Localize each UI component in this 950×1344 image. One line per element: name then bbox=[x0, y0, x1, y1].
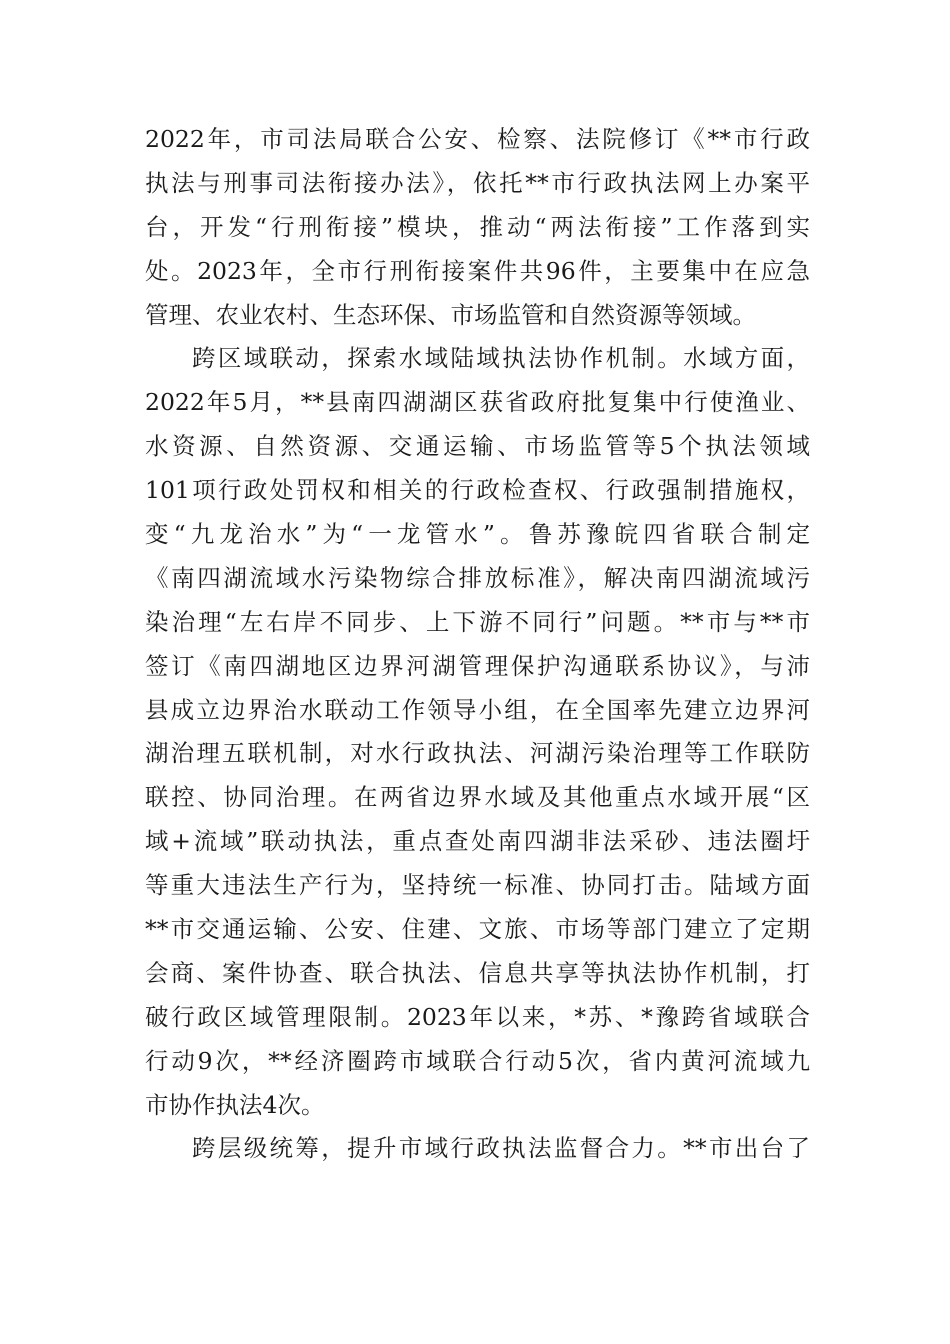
text-line: **市交通运输、公安、住建、文旅、市场等部门建立了定期 bbox=[145, 915, 810, 944]
text-line: 台，开发“行刑衔接”模块，推动“两法衔接”工作落到实 bbox=[145, 212, 810, 241]
text-line: 《南四湖流域水污染物综合排放标准》，解决南四湖流域污 bbox=[145, 563, 810, 592]
paragraph-start-line: 跨层级统筹，提升市域行政执法监督合力。**市出台了 bbox=[192, 1134, 810, 1163]
text-line: 染治理“左右岸不同步、上下游不同行”问题。**市与**市 bbox=[145, 607, 810, 636]
text-line: 变“九龙治水”为“一龙管水”。鲁苏豫皖四省联合制定 bbox=[145, 520, 810, 549]
text-line: 县成立边界治水联动工作领导小组，在全国率先建立边界河 bbox=[145, 695, 810, 724]
text-line: 联控、协同治理。在两省边界水域及其他重点水域开展“区 bbox=[145, 783, 810, 812]
text-line: 等重大违法生产行为，坚持统一标准、协同打击。陆域方面 bbox=[145, 871, 810, 900]
text-line: 域+流域”联动执法，重点查处南四湖非法采砂、违法圈圩 bbox=[145, 827, 810, 856]
paragraph-start-line: 跨区域联动，探索水域陆域执法协作机制。水域方面， bbox=[192, 344, 810, 373]
text-line: 湖治理五联机制，对水行政执法、河湖污染治理等工作联防 bbox=[145, 739, 810, 768]
text-line: 执法与刑事司法衔接办法》，依托**市行政执法网上办案平 bbox=[145, 168, 810, 197]
text-line: 会商、案件协查、联合执法、信息共享等执法协作机制，打 bbox=[145, 958, 810, 987]
text-line: 水资源、自然资源、交通运输、市场监管等5个执法领域 bbox=[145, 432, 810, 461]
text-line: 2022年，市司法局联合公安、检察、法院修订《**市行政 bbox=[145, 125, 810, 153]
text-line: 2022年5月，**县南四湖湖区获省政府批复集中行使渔业、 bbox=[145, 388, 810, 417]
text-line: 破行政区域管理限制。2023年以来，*苏、*豫跨省域联合 bbox=[145, 1002, 810, 1031]
body-text bbox=[145, 118, 810, 1171]
text-line: 处。2023年，全市行刑衔接案件共96件，主要集中在应急 bbox=[145, 256, 810, 285]
text-line: 行动9次，**经济圈跨市域联合行动5次，省内黄河流域九 bbox=[145, 1046, 810, 1075]
text-line: 签订《南四湖地区边界河湖管理保护沟通联系协议》，与沛 bbox=[145, 651, 810, 680]
text-line: 101项行政处罚权和相关的行政检查权、行政强制措施权， bbox=[145, 476, 810, 505]
text-line: 市协作执法4次。 bbox=[145, 1090, 325, 1119]
text-line: 管理、农业农村、生态环保、市场监管和自然资源等领域。 bbox=[145, 300, 756, 329]
